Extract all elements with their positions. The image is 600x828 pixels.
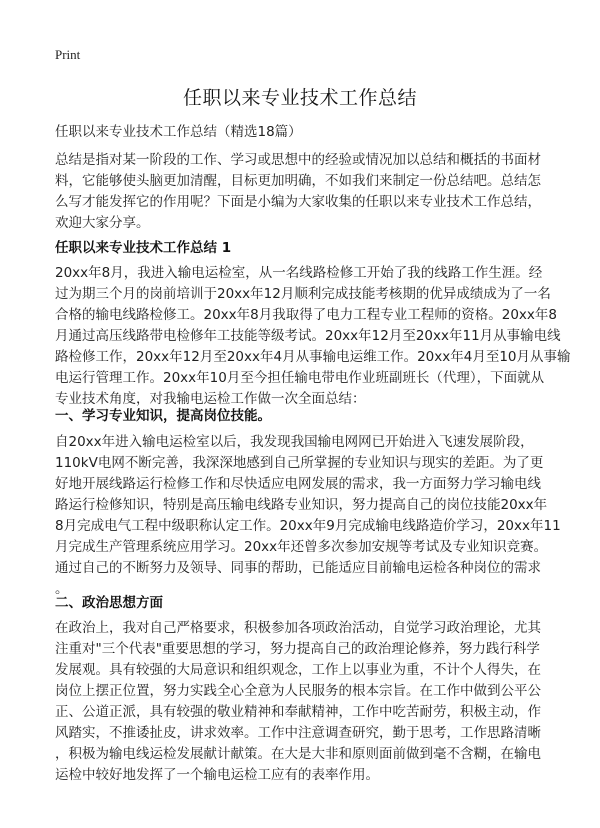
intro-paragraph — [55, 150, 575, 234]
text-line: 月完成生产管理系统应用学习。20xx年还曾多次参加安规等考试及专业知识竞赛。 — [55, 539, 548, 555]
text-line: 。 — [55, 581, 69, 597]
print-label: Print — [55, 47, 81, 62]
text-line: 过为期三个月的岗前培训于20xx年12月顺利完成技能考核期的优异成绩成为了一名 — [55, 286, 551, 302]
section-heading-2: 二、政治思想方面 — [55, 595, 163, 611]
text-line: ，积极为输电线运检发展献计献策。在大是大非和原则面前做到毫不含糊，在输电 — [55, 746, 541, 762]
document-title: 任职以来专业技术工作总结 — [182, 87, 417, 109]
text-line: 自20xx年进入输电运检室以后，我发现我国输电网网已开始进入飞速发展阶段， — [55, 434, 534, 450]
text-line: 20xx年8月，我进入输电运检室，从一名线路检修工开始了我的线路工作生涯。经 — [55, 265, 543, 281]
section-1-paragraph — [55, 432, 575, 600]
section-heading-1: 一、学习专业知识，提高岗位技能。 — [55, 408, 271, 424]
text-line: 110kV电网不断完善，我深深地感到自己所掌握的专业知识与现实的差距。为了更 — [55, 455, 544, 471]
section-2-paragraph — [55, 618, 575, 786]
text-line: 运检中较好地发挥了一个输电运检工应有的表率作用。 — [55, 767, 379, 783]
text-line: 月通过高压线路带电检修年工技能等级考试。20xx年12月至20xx年11月从事输电线 — [55, 328, 561, 344]
text-line: 注重对"三个代表"重要思想的学习，努力提高自己的政治理论修养，努力践行科学 — [55, 641, 540, 657]
text-line: 发展观。具有较强的大局意识和组织观念，工作上以事业为重，不计个人得失，在 — [55, 662, 541, 678]
article-intro-paragraph — [55, 263, 575, 410]
text-line: 好地开展线路运行检修工作和尽快适应电网发展的需求，我一方面努力学习输电线 — [55, 476, 541, 492]
text-line: 欢迎大家分享。 — [55, 215, 150, 231]
text-line: 岗位上摆正位置，努力实践全心全意为人民服务的根本宗旨。在工作中做到公平公 — [55, 683, 541, 699]
text-line: 风踏实，不推诿扯皮，讲求效率。工作中注意调查研究，勤于思考，工作思路清晰 — [55, 725, 541, 741]
text-line: 正、公道正派，具有较强的敬业精神和奉献精神，工作中吃苦耐劳，积极主动，作 — [55, 704, 541, 720]
document-subtitle: 任职以来专业技术工作总结（精选18篇） — [55, 124, 302, 140]
text-line: 电运行管理工作。20xx年10月至今担任输电带电作业班副班长（代理），下面就从 — [55, 370, 545, 386]
text-line: 路运行检修知识，特别是高压输电线路专业知识，努力提高自己的岗位技能20xx年 — [55, 497, 548, 513]
text-line: 通过自己的不断努力及领导、同事的帮助，已能适应目前输电运检各种岗位的需求 — [55, 560, 541, 576]
text-line: 专业技术角度，对我输电运检工作做一次全面总结： — [55, 391, 366, 407]
text-line: 合格的输电线路检修工。20xx年8月我取得了电力工程专业工程师的资格。20xx年8 — [55, 307, 557, 323]
text-line: 路检修工作，20xx年12月至20xx年4月从事输电运维工作。20xx年4月至10月从事输 — [55, 349, 571, 365]
text-line: 总结是指对某一阶段的工作、学习或思想中的经验或情况加以总结和概括的书面材 — [55, 152, 541, 168]
article-heading: 任职以来专业技术工作总结 1 — [55, 240, 232, 256]
text-line: 在政治上，我对自己严格要求，积极参加各项政治活动，自觉学习政治理论，尤其 — [55, 620, 541, 636]
text-line: 么写才能发挥它的作用呢？下面是小编为大家收集的任职以来专业技术工作总结， — [55, 194, 541, 210]
text-line: 料，它能够使头脑更加清醒，目标更加明确，不如我们来制定一份总结吧。总结怎 — [55, 173, 541, 189]
text-line: 8月完成电气工程中级职称认定工作。20xx年9月完成输电线路造价学习，20xx年11 — [55, 518, 561, 534]
